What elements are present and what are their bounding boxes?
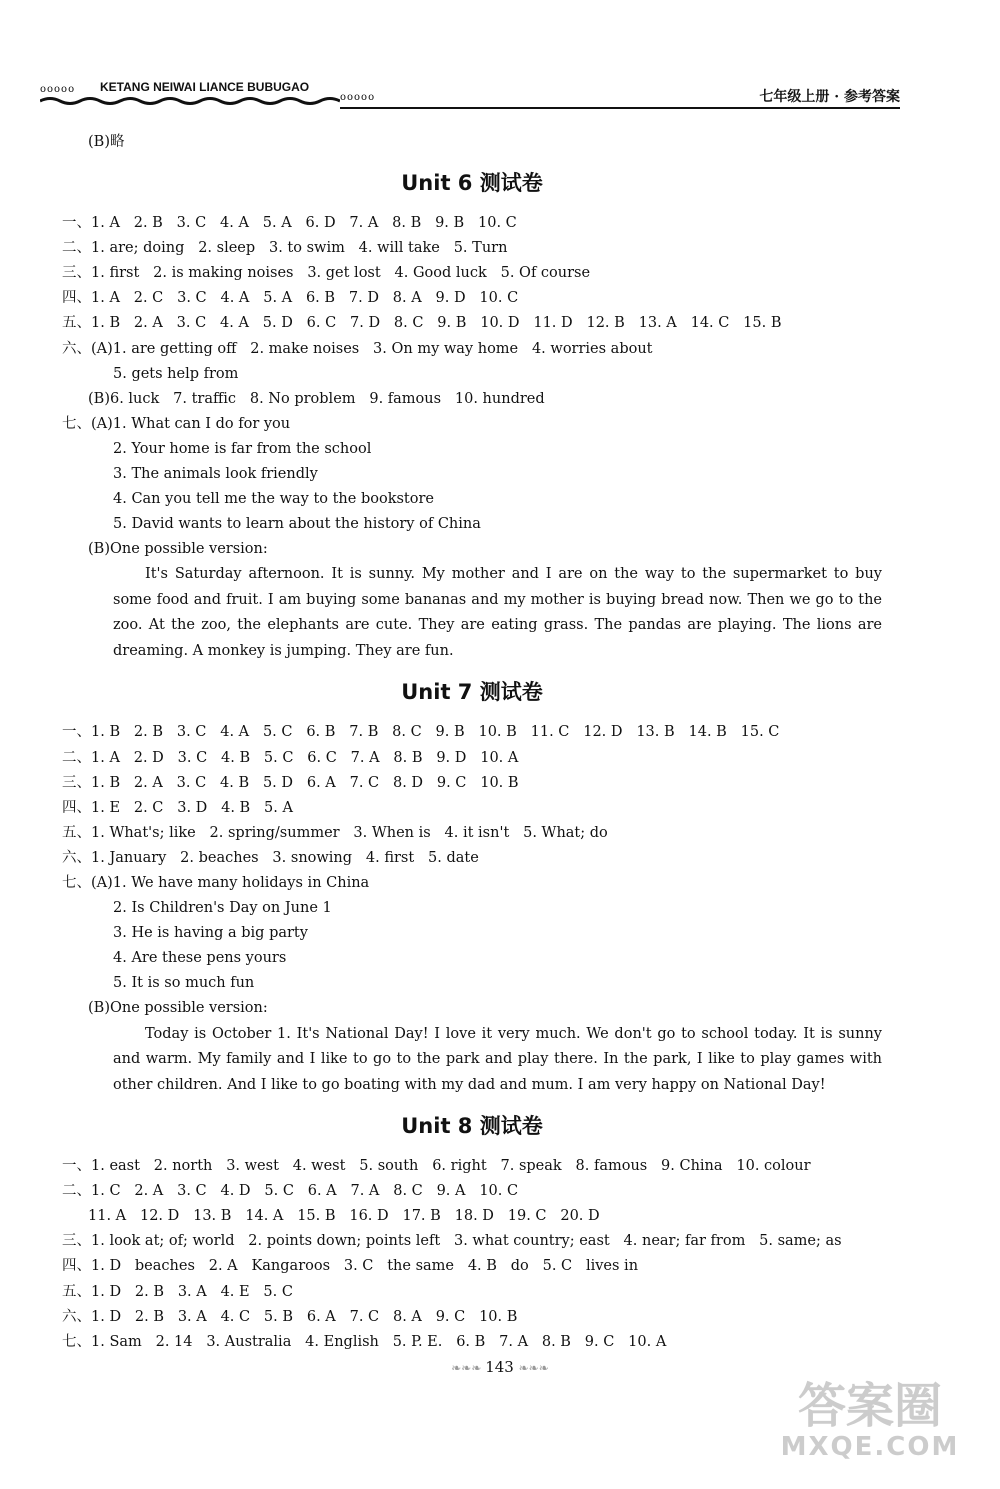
answer-line: 一、1. east 2. north 3. west 4. west 5. south 6. right 7. speak 8. famous 9. China 10. colour <box>62 1158 811 1175</box>
answer-line: (B)One possible version: <box>88 541 268 558</box>
left-ornament-icon: ❧❧❧ <box>451 1361 486 1375</box>
answer-line: 七、(A)1. What can I do for you <box>62 415 291 432</box>
header-rule <box>340 107 900 109</box>
answer-line: 七、(A)1. We have many holidays in China <box>62 874 370 891</box>
answer-line: 一、1. B 2. B 3. C 4. A 5. C 6. B 7. B 8. C 9. B 10. B 11. C 12. D 13. B 14. B 15. C <box>62 724 780 741</box>
answer-line: 4. Are these pens yours <box>113 950 287 967</box>
sample-essay-paragraph: Today is October 1. It's National Day! I love it very much. We don't go to school today. It is sunny and warm. My family and I like to go to the park and play there. In the park, I like to play games with other children. And I like to go boating with my dad and mum. I am very happy on National Day! <box>113 1025 882 1093</box>
answer-line: 2. Your home is far from the school <box>113 440 372 457</box>
right-ornament-icon: ❧❧❧ <box>518 1361 549 1375</box>
answer-line: 3. The animals look friendly <box>113 466 318 483</box>
answer-line: 七、1. Sam 2. 14 3. Australia 4. English 5. P. E. 6. B 7. A 8. B 9. C 10. A <box>62 1333 667 1350</box>
answer-line: 11. A 12. D 13. B 14. A 15. B 16. D 17. B 18. D 19. C 20. D <box>88 1208 600 1225</box>
answer-line: 一、1. A 2. B 3. C 4. A 5. A 6. D 7. A 8. B 9. B 10. C <box>62 215 517 232</box>
answer-line: 六、1. D 2. B 3. A 4. C 5. B 6. A 7. C 8. A 9. C 10. B <box>62 1308 518 1325</box>
watermark-logo <box>760 1380 980 1480</box>
answer-line: 四、1. D beaches 2. A Kangaroos 3. C the same 4. B do 5. C lives in <box>62 1258 639 1275</box>
unit-title: Unit 6 测试卷 <box>401 171 543 196</box>
answer-line: 五、1. B 2. A 3. C 4. A 5. D 6. C 7. D 8. C 9. B 10. D 11. D 12. B 13. A 14. C 15. B <box>62 315 782 332</box>
page-header <box>40 72 900 112</box>
answer-line: 5. gets help from <box>113 365 239 382</box>
answer-line: (B)略 <box>88 134 125 150</box>
header-section-title: 七年级上册 · 参考答案 <box>759 89 900 105</box>
answer-line: 二、1. are; doing 2. sleep 3. to swim 4. will take 5. Turn <box>62 240 508 257</box>
watermark-bottom-text: MXQE.COM <box>780 1432 960 1462</box>
answer-line: (B)One possible version: <box>88 1000 268 1017</box>
unit-title: Unit 7 测试卷 <box>401 680 543 705</box>
answer-line: 五、1. What's; like 2. spring/summer 3. When is 4. it isn't 5. What; do <box>62 824 608 841</box>
header-series-logo: KETANG NEIWAI LIANCE BUBUGAO <box>100 80 310 94</box>
answer-line: 3. He is having a big party <box>113 925 308 942</box>
page-number-footer <box>0 1358 1000 1376</box>
answer-line: (B)6. luck 7. traffic 8. No problem 9. famous 10. hundred <box>88 390 545 407</box>
answer-line: 六、(A)1. are getting off 2. make noises 3. On my way home 4. worries about <box>62 340 653 357</box>
answer-line: 4. Can you tell me the way to the bookstore <box>113 491 435 508</box>
answer-line: 六、1. January 2. beaches 3. snowing 4. first 5. date <box>62 849 479 866</box>
answer-content <box>62 130 882 1355</box>
unit-title: Unit 8 测试卷 <box>401 1114 543 1139</box>
header-dots-left: ooooo <box>40 84 76 95</box>
sample-essay-paragraph: It's Saturday afternoon. It is sunny. My mother and I are on the way to the supermarket to buy some food and fruit. I am buying some bananas and my mother is buying bread now. Then we go to the zoo. At the zoo, the elephants are cute. They are eating grass. The pandas are playing. The lions are dreaming. A monkey is jumping. They are fun. <box>113 566 882 659</box>
answer-line: 四、1. E 2. C 3. D 4. B 5. A <box>62 799 293 816</box>
page-number: 143 <box>485 1358 514 1376</box>
answer-line: 五、1. D 2. B 3. A 4. E 5. C <box>62 1283 293 1300</box>
watermark-top-text: 答案圈 <box>797 1378 942 1434</box>
answer-line: 2. Is Children's Day on June 1 <box>113 900 332 917</box>
answer-line: 三、1. B 2. A 3. C 4. B 5. D 6. A 7. C 8. D 9. C 10. B <box>62 774 519 791</box>
answer-line: 二、1. A 2. D 3. C 4. B 5. C 6. C 7. A 8. B 9. D 10. A <box>62 749 519 766</box>
header-dots-right: ooooo <box>340 92 376 103</box>
answer-line: 三、1. first 2. is making noises 3. get lost 4. Good luck 5. Of course <box>62 265 591 282</box>
answer-line: 三、1. look at; of; world 2. points down; points left 3. what country; east 4. near; far from 5. same; as <box>62 1233 842 1250</box>
answer-line: 5. It is so much fun <box>113 975 255 992</box>
answer-line: 5. David wants to learn about the history of China <box>113 516 481 533</box>
answer-line: 二、1. C 2. A 3. C 4. D 5. C 6. A 7. A 8. C 9. A 10. C <box>62 1183 519 1200</box>
answer-line: 四、1. A 2. C 3. C 4. A 5. A 6. B 7. D 8. A 9. D 10. C <box>62 290 519 307</box>
header-wave-decoration <box>40 96 340 106</box>
